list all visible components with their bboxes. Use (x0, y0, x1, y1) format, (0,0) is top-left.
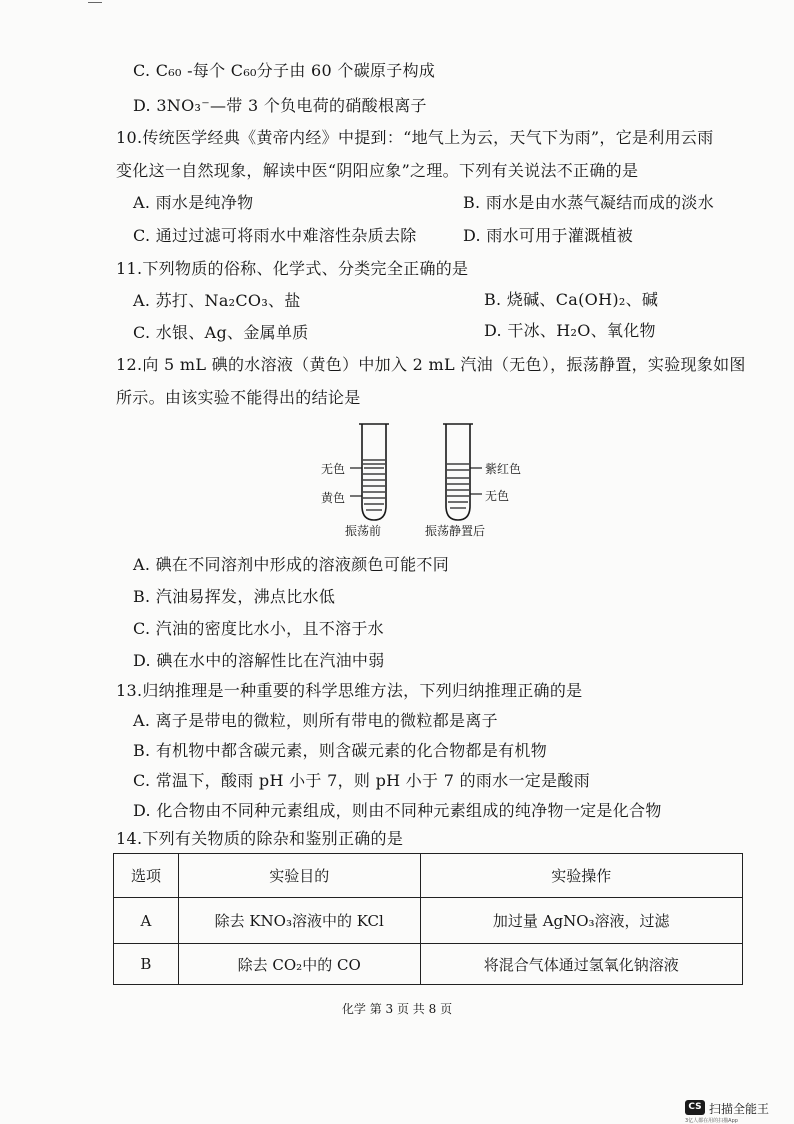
tube1-caption: 振荡前 (345, 524, 382, 538)
header-option: 选项 (114, 854, 179, 898)
table-row (114, 898, 743, 944)
q10-option-a: A. 雨水是纯净物 (133, 193, 254, 212)
q11-option-d: D. 干冰、H₂O、氧化物 (484, 321, 656, 340)
q9-option-d: D. 3NO₃⁻—带 3 个负电荷的硝酸根离子 (133, 96, 427, 115)
q10-option-b: B. 雨水是由水蒸气凝结而成的淡水 (463, 193, 715, 212)
tube2-bottom-label: 无色 (485, 489, 510, 503)
tube-before (359, 424, 389, 520)
tube2-top-label: 紫红色 (485, 462, 522, 476)
page-footer: 化学 第 3 页 共 8 页 (341, 1002, 453, 1016)
q12-option-c: C. 汽油的密度比水小，且不溶于水 (133, 619, 384, 638)
q12-stem-line1: 12.向 5 mL 碘的水溶液（黄色）中加入 2 mL 汽油（无色），振荡静置，实验现象如图 (116, 355, 746, 374)
q10-stem-line1: 10.传统医学经典《黄帝内经》中提到：“地气上为云，天气下为雨”，它是利用云雨 (116, 128, 714, 147)
row-a-operation: 加过量 AgNO₃溶液，过滤 (420, 898, 743, 944)
table-row (114, 944, 743, 985)
tube-after (443, 424, 473, 520)
row-b-option: B (114, 944, 179, 985)
camscanner-tagline: 3亿人都在用的扫描App (685, 1118, 738, 1124)
row-a-option: A (114, 898, 179, 944)
q11-option-c: C. 水银、Ag、金属单质 (133, 323, 309, 342)
tube2-caption: 振荡静置后 (425, 524, 486, 538)
row-b-operation: 将混合气体通过氢氧化钠溶液 (420, 944, 743, 985)
q11-stem: 11.下列物质的俗称、化学式、分类完全正确的是 (116, 259, 469, 278)
tube1-bottom-label: 黄色 (321, 491, 346, 505)
q12-option-a: A. 碘在不同溶剂中形成的溶液颜色可能不同 (133, 555, 450, 574)
q9-option-c: C. C₆₀ -每个 C₆₀分子由 60 个碳原子构成 (133, 61, 436, 80)
camscanner-logo-icon: CS (685, 1100, 705, 1115)
camscanner-name: 扫描全能王 (709, 1102, 770, 1116)
q14-table (113, 853, 743, 985)
test-tubes-drawing (300, 418, 540, 548)
header-purpose: 实验目的 (178, 854, 420, 898)
table-header-row (114, 854, 743, 898)
q12-stem-line2: 所示。由该实验不能得出的结论是 (116, 388, 361, 407)
q12-option-b: B. 汽油易挥发，沸点比水低 (133, 587, 336, 606)
test-tube-figure (300, 418, 540, 548)
q10-option-d: D. 雨水可用于灌溉植被 (463, 226, 634, 245)
q13-stem: 13.归纳推理是一种重要的科学思维方法，下列归纳推理正确的是 (116, 681, 583, 700)
q11-option-a: A. 苏打、Na₂CO₃、盐 (133, 291, 301, 310)
q13-option-c: C. 常温下，酸雨 pH 小于 7，则 pH 小于 7 的雨水一定是酸雨 (133, 771, 590, 790)
q11-option-b: B. 烧碱、Ca(OH)₂、碱 (484, 290, 659, 309)
q13-option-d: D. 化合物由不同种元素组成，则由不同种元素组成的纯净物一定是化合物 (133, 801, 662, 820)
tube1-top-label: 无色 (321, 462, 346, 476)
row-a-purpose: 除去 KNO₃溶液中的 KCl (178, 898, 420, 944)
scan-mark (88, 2, 102, 3)
row-b-purpose: 除去 CO₂中的 CO (178, 944, 420, 985)
q10-option-c: C. 通过过滤可将雨水中难溶性杂质去除 (133, 226, 417, 245)
q12-option-d: D. 碘在水中的溶解性比在汽油中弱 (133, 651, 385, 670)
q13-option-b: B. 有机物中都含碳元素，则含碳元素的化合物都是有机物 (133, 741, 548, 760)
q14-stem: 14.下列有关物质的除杂和鉴别正确的是 (116, 829, 404, 848)
header-operation: 实验操作 (420, 854, 743, 898)
q10-stem-line2: 变化这一自然现象，解读中医“阴阳应象”之理。下列有关说法不正确的是 (116, 161, 639, 180)
q13-option-a: A. 离子是带电的微粒，则所有带电的微粒都是离子 (133, 711, 498, 730)
